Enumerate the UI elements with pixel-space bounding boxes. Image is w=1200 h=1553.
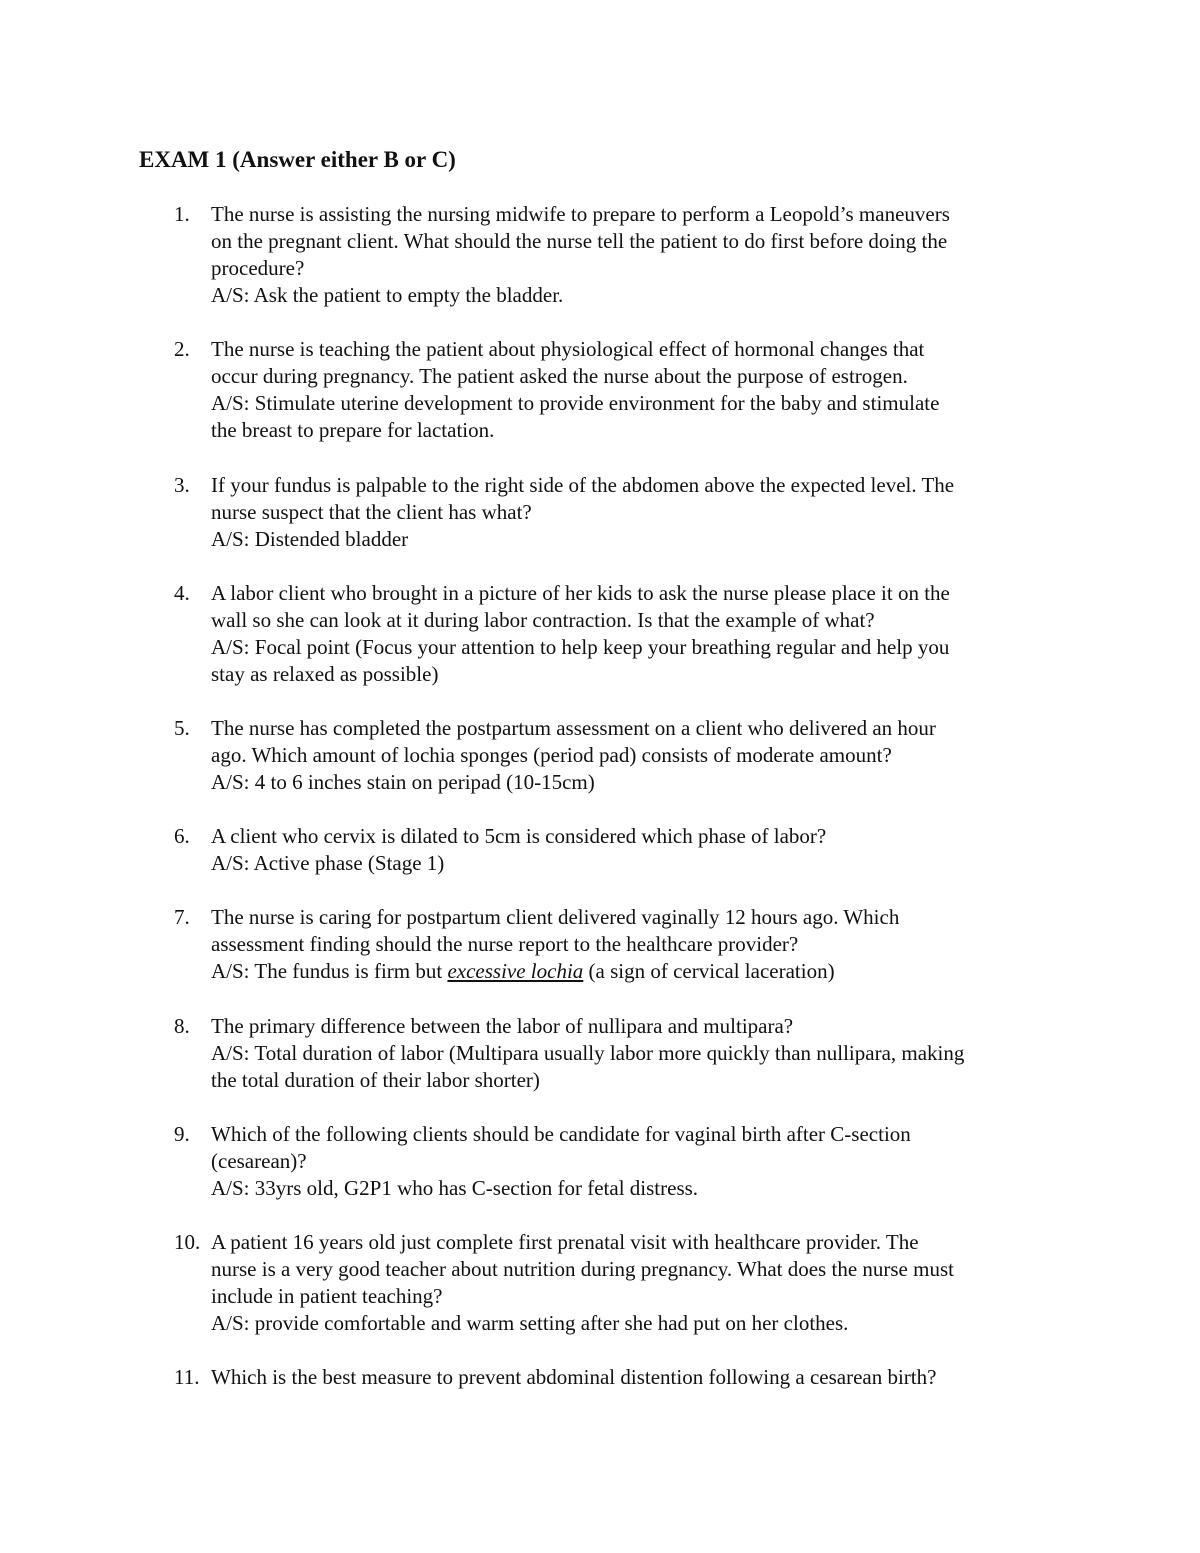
question-number: 5. (174, 716, 190, 740)
question-line: The nurse is assisting the nursing midwife to prepare to perform a Leopold’s maneuvers (211, 202, 950, 226)
question-line: wall so she can look at it during labor contraction. Is that the example of what? (211, 608, 875, 632)
question-line: If your fundus is palpable to the right side of the abdomen above the expected level. The (211, 473, 955, 497)
question-line: assessment finding should the nurse report to the healthcare provider? (211, 932, 799, 956)
answer-line: A/S: Active phase (Stage 1) (211, 851, 445, 875)
answer-line: A/S: Ask the patient to empty the bladder. (211, 283, 564, 307)
question-number: 7. (174, 905, 190, 929)
question-body (211, 1229, 1071, 1337)
question-number: 4. (174, 581, 190, 605)
question-number: 3. (174, 473, 190, 497)
question-number: 8. (174, 1014, 190, 1038)
question-line: The primary difference between the labor of nullipara and multipara? (211, 1014, 794, 1038)
question-number: 6. (174, 824, 190, 848)
question-body (211, 1121, 1071, 1202)
question-line: on the pregnant client. What should the nurse tell the patient to do first before doing the (211, 229, 948, 253)
question-body (211, 472, 1071, 553)
question-body (211, 904, 1071, 985)
question-line: A patient 16 years old just complete first prenatal visit with healthcare provider. The (211, 1230, 919, 1254)
question-line: The nurse is teaching the patient about physiological effect of hormonal changes that (211, 337, 925, 361)
answer-emphasis: excessive lochia (447, 959, 584, 983)
question-number: 11. (174, 1365, 200, 1389)
question-line: (cesarean)? (211, 1149, 307, 1173)
answer-line: A/S: Stimulate uterine development to provide environment for the baby and stimulate (211, 391, 940, 415)
answer-line: A/S: Focal point (Focus your attention to help keep your breathing regular and help you (211, 635, 950, 659)
question-body (211, 715, 1071, 796)
question-line: The nurse has completed the postpartum assessment on a client who delivered an hour (211, 716, 936, 740)
question-line: A labor client who brought in a picture of her kids to ask the nurse please place it on the (211, 581, 950, 605)
answer-line: the breast to prepare for lactation. (211, 418, 495, 442)
question-body (211, 336, 1071, 444)
question-line: occur during pregnancy. The patient asked the nurse about the purpose of estrogen. (211, 364, 908, 388)
exam-title: EXAM 1 (Answer either B or C) (139, 147, 456, 172)
answer-line: A/S: Distended bladder (211, 527, 409, 551)
question-body (211, 580, 1071, 688)
question-line: nurse suspect that the client has what? (211, 500, 532, 524)
question-number: 10. (174, 1230, 201, 1254)
question-line: include in patient teaching? (211, 1284, 443, 1308)
question-line: A client who cervix is dilated to 5cm is considered which phase of labor? (211, 824, 827, 848)
question-body (211, 201, 1071, 309)
question-number: 1. (174, 202, 190, 226)
question-body (211, 1013, 1071, 1094)
question-body (211, 823, 1071, 877)
question-line: ago. Which amount of lochia sponges (period pad) consists of moderate amount? (211, 743, 892, 767)
question-body (211, 1364, 1071, 1391)
question-line: Which of the following clients should be candidate for vaginal birth after C-section (211, 1122, 911, 1146)
answer-line: A/S: provide comfortable and warm setting after she had put on her clothes. (211, 1311, 849, 1335)
question-line: procedure? (211, 256, 305, 280)
question-number: 2. (174, 337, 190, 361)
answer-line: A/S: 33yrs old, G2P1 who has C-section for fetal distress. (211, 1176, 699, 1200)
question-number: 9. (174, 1122, 190, 1146)
answer-line: stay as relaxed as possible) (211, 662, 439, 686)
question-line: nurse is a very good teacher about nutrition during pregnancy. What does the nurse must (211, 1257, 954, 1281)
answer-prefix: A/S: The fundus is firm but (211, 959, 448, 983)
answer-line (211, 958, 1071, 985)
answer-line: the total duration of their labor shorter) (211, 1068, 540, 1092)
answer-suffix: (a sign of cervical laceration) (583, 959, 835, 983)
answer-line: A/S: 4 to 6 inches stain on peripad (10-15cm) (211, 770, 595, 794)
question-line: Which is the best measure to prevent abdominal distention following a cesarean birth? (211, 1365, 937, 1389)
answer-line: A/S: Total duration of labor (Multipara usually labor more quickly than nullipara, making (211, 1041, 965, 1065)
question-line: The nurse is caring for postpartum client delivered vaginally 12 hours ago. Which (211, 905, 900, 929)
